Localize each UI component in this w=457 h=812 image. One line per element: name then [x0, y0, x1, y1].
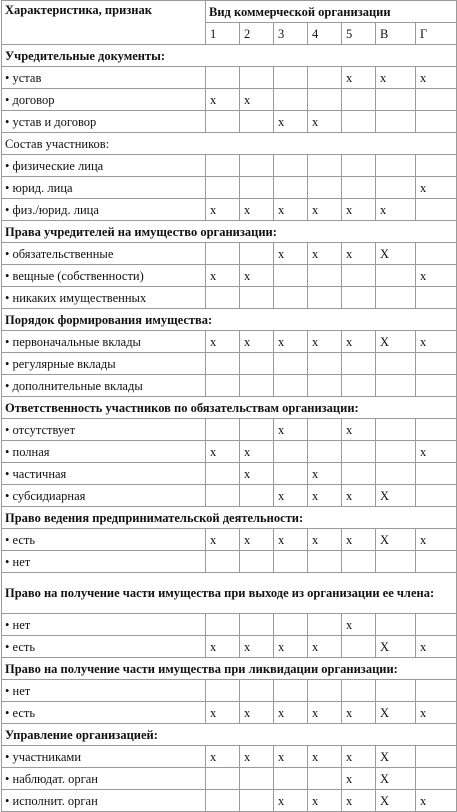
- mark-cell: [342, 375, 376, 397]
- mark-cell: x: [308, 746, 342, 768]
- mark-cell: x: [416, 702, 457, 724]
- mark-cell: [240, 243, 274, 265]
- table-row: [2, 155, 457, 177]
- mark-cell: [376, 551, 416, 573]
- mark-cell: x: [416, 177, 457, 199]
- column-header: 2: [240, 23, 274, 45]
- mark-cell: [206, 790, 240, 812]
- mark-cell: [376, 287, 416, 309]
- section-title: Управление организацией:: [2, 724, 457, 746]
- mark-cell: [416, 485, 457, 507]
- mark-cell: [342, 287, 376, 309]
- column-header: 3: [274, 23, 308, 45]
- table-row: [2, 463, 457, 485]
- mark-cell: X: [376, 243, 416, 265]
- mark-cell: x: [240, 265, 274, 287]
- mark-cell: [416, 89, 457, 111]
- row-label: • устав и договор: [2, 111, 206, 133]
- column-header: 5: [342, 23, 376, 45]
- table-row: [2, 746, 457, 768]
- mark-cell: x: [206, 89, 240, 111]
- mark-cell: [206, 375, 240, 397]
- mark-cell: x: [274, 199, 308, 221]
- mark-cell: x: [416, 265, 457, 287]
- section-title: Ответственность участников по обязательствам организации:: [2, 397, 457, 419]
- mark-cell: x: [240, 199, 274, 221]
- mark-cell: x: [274, 111, 308, 133]
- row-label: • договор: [2, 89, 206, 111]
- mark-cell: [376, 614, 416, 636]
- table-row: [2, 265, 457, 287]
- table-row: [2, 353, 457, 375]
- mark-cell: [342, 463, 376, 485]
- mark-cell: [240, 67, 274, 89]
- mark-cell: x: [416, 67, 457, 89]
- mark-cell: [308, 67, 342, 89]
- mark-cell: x: [308, 331, 342, 353]
- mark-cell: x: [240, 746, 274, 768]
- mark-cell: [416, 111, 457, 133]
- table-row: [2, 551, 457, 573]
- mark-cell: [206, 243, 240, 265]
- mark-cell: [308, 614, 342, 636]
- column-header: 1: [206, 23, 240, 45]
- table-row: [2, 485, 457, 507]
- mark-cell: [240, 419, 274, 441]
- mark-cell: [308, 287, 342, 309]
- mark-cell: x: [342, 746, 376, 768]
- mark-cell: x: [240, 463, 274, 485]
- mark-cell: x: [206, 265, 240, 287]
- mark-cell: [342, 353, 376, 375]
- mark-cell: [240, 353, 274, 375]
- mark-cell: x: [308, 529, 342, 551]
- mark-cell: [274, 155, 308, 177]
- mark-cell: [376, 441, 416, 463]
- section-row: [2, 397, 457, 419]
- mark-cell: x: [308, 702, 342, 724]
- mark-cell: x: [240, 441, 274, 463]
- mark-cell: [240, 790, 274, 812]
- mark-cell: [206, 551, 240, 573]
- mark-cell: [416, 463, 457, 485]
- mark-cell: x: [376, 199, 416, 221]
- mark-cell: [376, 353, 416, 375]
- mark-cell: [376, 680, 416, 702]
- mark-cell: x: [308, 790, 342, 812]
- row-label: • частичная: [2, 463, 206, 485]
- mark-cell: [240, 287, 274, 309]
- mark-cell: [376, 419, 416, 441]
- mark-cell: x: [416, 441, 457, 463]
- mark-cell: x: [240, 636, 274, 658]
- mark-cell: X: [376, 331, 416, 353]
- mark-cell: [416, 768, 457, 790]
- section-row: [2, 45, 457, 67]
- row-label: • никаких имущественных: [2, 287, 206, 309]
- mark-cell: [206, 463, 240, 485]
- mark-cell: x: [206, 441, 240, 463]
- mark-cell: x: [416, 636, 457, 658]
- table-row: [2, 111, 457, 133]
- mark-cell: [274, 551, 308, 573]
- mark-cell: x: [206, 529, 240, 551]
- mark-cell: x: [342, 419, 376, 441]
- mark-cell: X: [376, 636, 416, 658]
- mark-cell: [206, 111, 240, 133]
- mark-cell: x: [308, 111, 342, 133]
- table-row: [2, 614, 457, 636]
- mark-cell: [376, 265, 416, 287]
- row-label: • нет: [2, 680, 206, 702]
- mark-cell: [206, 287, 240, 309]
- mark-cell: [308, 551, 342, 573]
- mark-cell: x: [308, 199, 342, 221]
- organization-type-header: Вид коммерческой организации: [206, 1, 457, 23]
- mark-cell: [240, 485, 274, 507]
- mark-cell: x: [308, 243, 342, 265]
- mark-cell: [206, 177, 240, 199]
- table-row: [2, 768, 457, 790]
- mark-cell: [206, 768, 240, 790]
- mark-cell: x: [274, 331, 308, 353]
- row-label: • вещные (собственности): [2, 265, 206, 287]
- section-row: [2, 221, 457, 243]
- mark-cell: [308, 353, 342, 375]
- mark-cell: [206, 614, 240, 636]
- row-label: • отсутствует: [2, 419, 206, 441]
- mark-cell: x: [342, 485, 376, 507]
- mark-cell: [308, 155, 342, 177]
- mark-cell: [308, 680, 342, 702]
- mark-cell: [342, 680, 376, 702]
- mark-cell: [240, 177, 274, 199]
- mark-cell: [376, 111, 416, 133]
- mark-cell: [240, 111, 274, 133]
- mark-cell: [376, 177, 416, 199]
- mark-cell: x: [274, 243, 308, 265]
- column-header: Г: [416, 23, 457, 45]
- mark-cell: [240, 375, 274, 397]
- section-row: [2, 724, 457, 746]
- mark-cell: [376, 463, 416, 485]
- mark-cell: [274, 265, 308, 287]
- mark-cell: x: [342, 331, 376, 353]
- mark-cell: [376, 155, 416, 177]
- table-row: [2, 702, 457, 724]
- row-label: • полная: [2, 441, 206, 463]
- mark-cell: x: [274, 419, 308, 441]
- mark-cell: [342, 265, 376, 287]
- mark-cell: x: [376, 67, 416, 89]
- mark-cell: x: [342, 614, 376, 636]
- mark-cell: x: [274, 636, 308, 658]
- row-label: • нет: [2, 551, 206, 573]
- table-row: [2, 680, 457, 702]
- mark-cell: [416, 353, 457, 375]
- mark-cell: [240, 614, 274, 636]
- mark-cell: [206, 353, 240, 375]
- mark-cell: [416, 155, 457, 177]
- table-row: [2, 790, 457, 812]
- row-label: • юрид. лица: [2, 177, 206, 199]
- row-label: • есть: [2, 702, 206, 724]
- mark-cell: x: [342, 768, 376, 790]
- mark-cell: [274, 287, 308, 309]
- mark-cell: x: [274, 746, 308, 768]
- mark-cell: [416, 287, 457, 309]
- mark-cell: x: [240, 331, 274, 353]
- mark-cell: x: [342, 199, 376, 221]
- section-title: Права учредителей на имущество организации:: [2, 221, 457, 243]
- table-row: [2, 199, 457, 221]
- mark-cell: [274, 353, 308, 375]
- mark-cell: X: [376, 702, 416, 724]
- mark-cell: [274, 614, 308, 636]
- mark-cell: x: [416, 790, 457, 812]
- header-row: [2, 1, 457, 23]
- mark-cell: [416, 746, 457, 768]
- table-row: [2, 67, 457, 89]
- mark-cell: [240, 155, 274, 177]
- mark-cell: x: [274, 702, 308, 724]
- mark-cell: x: [342, 790, 376, 812]
- section-row: [2, 573, 457, 614]
- organization-comparison-table: [1, 0, 457, 812]
- mark-cell: x: [206, 331, 240, 353]
- mark-cell: x: [240, 529, 274, 551]
- table-row: [2, 375, 457, 397]
- mark-cell: x: [308, 636, 342, 658]
- mark-cell: x: [240, 89, 274, 111]
- mark-cell: x: [308, 485, 342, 507]
- mark-cell: x: [342, 529, 376, 551]
- mark-cell: [376, 375, 416, 397]
- mark-cell: x: [342, 67, 376, 89]
- mark-cell: x: [206, 199, 240, 221]
- mark-cell: [308, 375, 342, 397]
- mark-cell: [416, 199, 457, 221]
- mark-cell: [342, 89, 376, 111]
- mark-cell: x: [206, 746, 240, 768]
- mark-cell: [206, 67, 240, 89]
- mark-cell: x: [206, 702, 240, 724]
- row-label: • физ./юрид. лица: [2, 199, 206, 221]
- mark-cell: [342, 177, 376, 199]
- table-row: [2, 419, 457, 441]
- row-label: • есть: [2, 529, 206, 551]
- mark-cell: [274, 177, 308, 199]
- mark-cell: [342, 551, 376, 573]
- row-label: • первоначальные вклады: [2, 331, 206, 353]
- mark-cell: [342, 111, 376, 133]
- section-row: [2, 133, 457, 155]
- row-label: • наблюдат. орган: [2, 768, 206, 790]
- column-header: 4: [308, 23, 342, 45]
- mark-cell: X: [376, 790, 416, 812]
- feature-column-header: Характеристика, признак: [2, 1, 206, 45]
- mark-cell: [416, 243, 457, 265]
- mark-cell: [308, 177, 342, 199]
- mark-cell: x: [274, 790, 308, 812]
- section-row: [2, 309, 457, 331]
- mark-cell: [416, 419, 457, 441]
- column-header: В: [376, 23, 416, 45]
- mark-cell: [416, 375, 457, 397]
- mark-cell: [376, 89, 416, 111]
- mark-cell: [308, 441, 342, 463]
- section-row: [2, 658, 457, 680]
- section-row: [2, 507, 457, 529]
- mark-cell: [240, 680, 274, 702]
- row-label: • нет: [2, 614, 206, 636]
- row-label: • исполнит. орган: [2, 790, 206, 812]
- mark-cell: [206, 680, 240, 702]
- mark-cell: [206, 419, 240, 441]
- mark-cell: x: [206, 636, 240, 658]
- row-label: • обязательственные: [2, 243, 206, 265]
- mark-cell: [308, 768, 342, 790]
- mark-cell: [274, 680, 308, 702]
- mark-cell: [274, 375, 308, 397]
- table-row: [2, 529, 457, 551]
- mark-cell: [416, 680, 457, 702]
- mark-cell: x: [342, 243, 376, 265]
- mark-cell: x: [416, 529, 457, 551]
- mark-cell: [274, 768, 308, 790]
- section-title: Право на получение части имущества при ликвидации организации:: [2, 658, 457, 680]
- row-label: • дополнительные вклады: [2, 375, 206, 397]
- mark-cell: X: [376, 529, 416, 551]
- mark-cell: x: [274, 485, 308, 507]
- mark-cell: [342, 636, 376, 658]
- mark-cell: [274, 67, 308, 89]
- row-label: • регулярные вклады: [2, 353, 206, 375]
- mark-cell: x: [342, 702, 376, 724]
- mark-cell: [274, 441, 308, 463]
- row-label: • субсидиарная: [2, 485, 206, 507]
- mark-cell: [342, 155, 376, 177]
- mark-cell: X: [376, 485, 416, 507]
- mark-cell: [274, 463, 308, 485]
- row-label: • устав: [2, 67, 206, 89]
- section-title: Порядок формирования имущества:: [2, 309, 457, 331]
- section-title: Право на получение части имущества при выходе из организации ее члена:: [2, 573, 457, 614]
- table-row: [2, 177, 457, 199]
- section-title: Учредительные документы:: [2, 45, 457, 67]
- mark-cell: [240, 551, 274, 573]
- mark-cell: [416, 614, 457, 636]
- row-label: • участниками: [2, 746, 206, 768]
- row-label: • есть: [2, 636, 206, 658]
- table-row: [2, 243, 457, 265]
- table-row: [2, 441, 457, 463]
- table-row: [2, 331, 457, 353]
- table-row: [2, 89, 457, 111]
- mark-cell: [206, 155, 240, 177]
- table-row: [2, 636, 457, 658]
- mark-cell: [274, 89, 308, 111]
- mark-cell: [308, 419, 342, 441]
- section-title: Право ведения предпринимательской деятельности:: [2, 507, 457, 529]
- mark-cell: X: [376, 746, 416, 768]
- mark-cell: x: [308, 463, 342, 485]
- mark-cell: [308, 265, 342, 287]
- mark-cell: [342, 441, 376, 463]
- mark-cell: [240, 768, 274, 790]
- row-label: • физические лица: [2, 155, 206, 177]
- mark-cell: x: [416, 331, 457, 353]
- section-title: Состав участников:: [2, 133, 457, 155]
- mark-cell: [206, 485, 240, 507]
- mark-cell: [308, 89, 342, 111]
- table-row: [2, 287, 457, 309]
- mark-cell: X: [376, 768, 416, 790]
- mark-cell: x: [240, 702, 274, 724]
- mark-cell: x: [274, 529, 308, 551]
- mark-cell: [416, 551, 457, 573]
